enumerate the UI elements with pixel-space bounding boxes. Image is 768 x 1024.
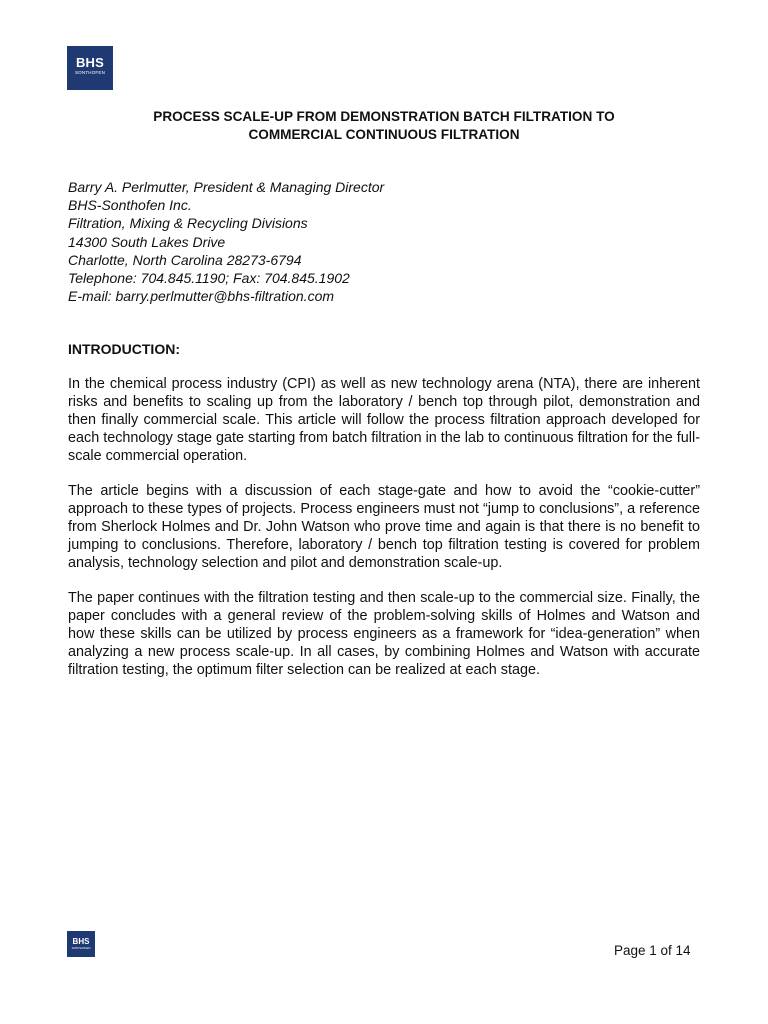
author-email-line: E-mail: barry.perlmutter@bhs-filtration.com bbox=[68, 288, 335, 305]
title-line-2: COMMERCIAL CONTINUOUS FILTRATION bbox=[248, 127, 520, 142]
bhs-logo bbox=[67, 46, 113, 90]
author-block bbox=[68, 178, 384, 305]
intro-paragraph-2: The article begins with a discussion of each stage-gate and how to avoid the “cookie-cutter” approach to these types of projects. Process engineers must not “jump to conclusions”, a reference from Sherlock Holmes and Dr. John Watson who prove time and again is that there is no benefit to jumping to conclusions. Therefore, laboratory / bench top filtration testing is covered for problem analysis, technology selection and pilot and demonstration scale-up. bbox=[68, 483, 700, 571]
author-name-line: Barry A. Perlmutter, President & Managing Director bbox=[68, 179, 385, 195]
author-divisions-line: Filtration, Mixing & Recycling Divisions bbox=[68, 215, 308, 232]
page-number: Page 1 of 14 bbox=[614, 943, 691, 958]
author-city-line: Charlotte, North Carolina 28273-6794 bbox=[68, 251, 302, 268]
bhs-footer-logo bbox=[67, 931, 95, 957]
author-phone-line: Telephone: 704.845.1190; Fax: 704.845.1902 bbox=[68, 270, 350, 287]
intro-paragraph-1: In the chemical process industry (CPI) as well as new technology arena (NTA), there are inherent risks and benefits to scaling up from the laboratory / bench top through pilot, demonstration and then finally commercial scale. This article will follow the process filtration approach developed for each technology stage gate starting from batch filtration in the lab to continuous filtration for the full-scale commercial operation. bbox=[68, 376, 700, 464]
title-line-1: PROCESS SCALE-UP FROM DEMONSTRATION BATCH FILTRATION TO bbox=[153, 109, 615, 124]
author-street-line: 14300 South Lakes Drive bbox=[68, 233, 226, 250]
document-title bbox=[68, 108, 700, 144]
logo-brand-text: BHS bbox=[75, 55, 105, 70]
logo-sub-text: SONTHOFEN bbox=[74, 70, 106, 75]
introduction-heading: INTRODUCTION: bbox=[68, 341, 180, 357]
intro-paragraph-3: The paper continues with the filtration testing and then scale-up to the commercial size. Finally, the paper concludes with a general review of the problem-solving skills of Holmes and Watson and how these skills can be utilized by process engineers as a framework for “idea-generation” when analyzing a new process scale-up. In all cases, by combining Holmes and Watson with accurate filtration testing, the optimum filter selection can be realized at each stage. bbox=[68, 590, 700, 678]
author-company-line: BHS-Sonthofen Inc. bbox=[68, 197, 192, 214]
footer-logo-brand-text: BHS bbox=[72, 937, 90, 946]
footer-logo-sub-text: SONTHOFEN bbox=[71, 946, 91, 950]
